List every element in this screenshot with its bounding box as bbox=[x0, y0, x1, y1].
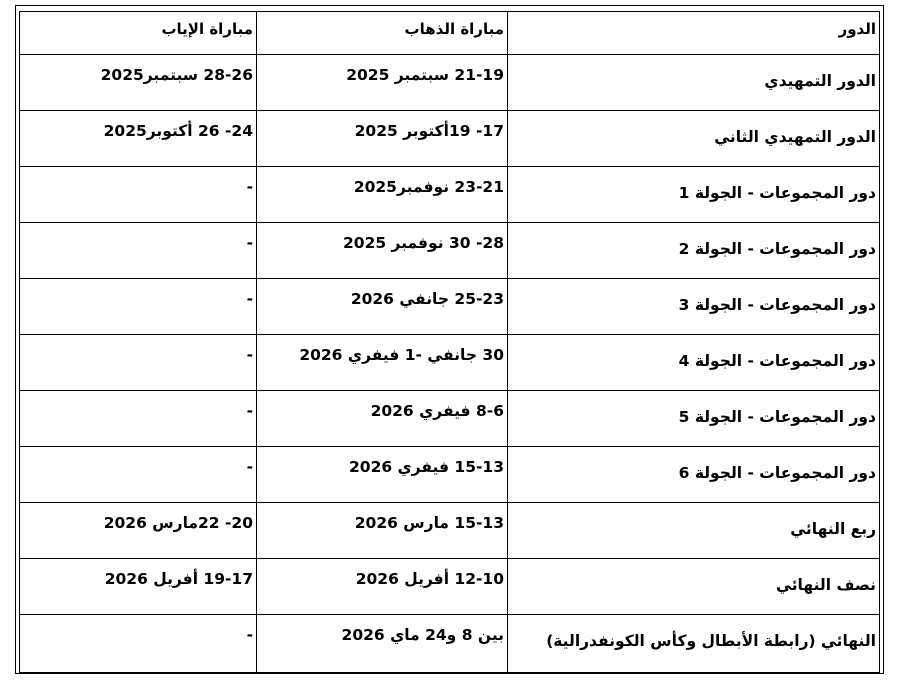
return-leg-cell bbox=[20, 279, 257, 335]
return-leg-cell bbox=[20, 167, 257, 223]
first-leg-date: 28- 30 نوفمبر 2025 bbox=[343, 234, 504, 252]
table-row bbox=[20, 615, 880, 673]
return-leg-cell bbox=[20, 335, 257, 391]
return-leg-cell bbox=[20, 559, 257, 615]
round-cell bbox=[508, 111, 880, 167]
return-leg-date: - bbox=[246, 402, 253, 420]
table-row bbox=[20, 167, 880, 223]
first-leg-cell bbox=[257, 447, 508, 503]
first-leg-date: بين 8 و24 ماي 2026 bbox=[341, 626, 504, 644]
round-name: دور المجموعات - الجولة 2 bbox=[678, 240, 876, 258]
table-header-row bbox=[20, 12, 880, 55]
return-leg-date: 24- 26 أكتوبر2025 bbox=[103, 122, 253, 140]
first-leg-cell bbox=[257, 559, 508, 615]
round-cell bbox=[508, 559, 880, 615]
round-name: ربع النهائي bbox=[790, 520, 876, 538]
return-leg-date: 20- 22مارس 2026 bbox=[103, 514, 253, 532]
header-return-leg bbox=[20, 12, 257, 55]
schedule-table-body bbox=[20, 12, 880, 673]
round-name: دور المجموعات - الجولة 4 bbox=[678, 352, 876, 370]
table-row bbox=[20, 391, 880, 447]
return-leg-date: - bbox=[246, 178, 253, 196]
first-leg-cell bbox=[257, 223, 508, 279]
header-round-label: الدور bbox=[838, 20, 876, 38]
round-cell bbox=[508, 55, 880, 111]
table-row bbox=[20, 335, 880, 391]
header-first-leg-label: مباراة الذهاب bbox=[404, 20, 504, 38]
return-leg-cell bbox=[20, 615, 257, 673]
first-leg-cell bbox=[257, 167, 508, 223]
return-leg-cell bbox=[20, 447, 257, 503]
table-row bbox=[20, 55, 880, 111]
round-name: الدور التمهيدي bbox=[764, 72, 876, 90]
first-leg-date: 17- 19أكتوبر 2025 bbox=[354, 122, 504, 140]
round-cell bbox=[508, 447, 880, 503]
return-leg-cell bbox=[20, 55, 257, 111]
return-leg-date: - bbox=[246, 290, 253, 308]
round-cell bbox=[508, 335, 880, 391]
first-leg-date: 15-13 فيفري 2026 bbox=[349, 458, 504, 476]
first-leg-cell bbox=[257, 55, 508, 111]
return-leg-date: - bbox=[246, 458, 253, 476]
return-leg-date: - bbox=[246, 346, 253, 364]
first-leg-date: 23-21 نوفمبر2025 bbox=[353, 178, 504, 196]
return-leg-date: - bbox=[246, 626, 253, 644]
round-name: نصف النهائي bbox=[776, 576, 876, 594]
return-leg-cell bbox=[20, 223, 257, 279]
round-name: النهائي (رابطة الأبطال وكأس الكونفدرالية) bbox=[546, 632, 876, 650]
first-leg-date: 12-10 أفريل 2026 bbox=[355, 570, 504, 588]
first-leg-date: 21-19 سبتمبر 2025 bbox=[346, 66, 504, 84]
return-leg-date: 19-17 أفريل 2026 bbox=[104, 570, 253, 588]
round-cell bbox=[508, 391, 880, 447]
table-row bbox=[20, 503, 880, 559]
round-name: دور المجموعات - الجولة 5 bbox=[678, 408, 876, 426]
first-leg-date: 8-6 فيفري 2026 bbox=[370, 402, 504, 420]
first-leg-date: 15-13 مارس 2026 bbox=[354, 514, 504, 532]
round-name: الدور التمهيدي الثاني bbox=[714, 128, 876, 146]
return-leg-date: 28-26 سبتمبر2025 bbox=[100, 66, 253, 84]
return-leg-cell bbox=[20, 391, 257, 447]
round-cell bbox=[508, 223, 880, 279]
first-leg-cell bbox=[257, 335, 508, 391]
round-cell bbox=[508, 167, 880, 223]
first-leg-cell bbox=[257, 503, 508, 559]
first-leg-date: 25-23 جانفي 2026 bbox=[350, 290, 504, 308]
header-round bbox=[508, 12, 880, 55]
return-leg-date: - bbox=[246, 234, 253, 252]
return-leg-cell bbox=[20, 503, 257, 559]
first-leg-cell bbox=[257, 279, 508, 335]
round-cell bbox=[508, 615, 880, 673]
first-leg-cell bbox=[257, 391, 508, 447]
round-name: دور المجموعات - الجولة 1 bbox=[678, 184, 876, 202]
return-leg-cell bbox=[20, 111, 257, 167]
table-row bbox=[20, 279, 880, 335]
first-leg-date: 30 جانفي -1 فيفري 2026 bbox=[299, 346, 504, 364]
header-return-leg-label: مباراة الإياب bbox=[161, 20, 253, 38]
match-schedule-table bbox=[19, 11, 880, 673]
first-leg-cell bbox=[257, 111, 508, 167]
round-name: دور المجموعات - الجولة 3 bbox=[678, 296, 876, 314]
header-first-leg bbox=[257, 12, 508, 55]
round-cell bbox=[508, 503, 880, 559]
schedule-frame bbox=[15, 5, 884, 674]
round-name: دور المجموعات - الجولة 6 bbox=[678, 464, 876, 482]
table-row bbox=[20, 111, 880, 167]
first-leg-cell bbox=[257, 615, 508, 673]
table-row bbox=[20, 223, 880, 279]
round-cell bbox=[508, 279, 880, 335]
table-row bbox=[20, 447, 880, 503]
table-row bbox=[20, 559, 880, 615]
